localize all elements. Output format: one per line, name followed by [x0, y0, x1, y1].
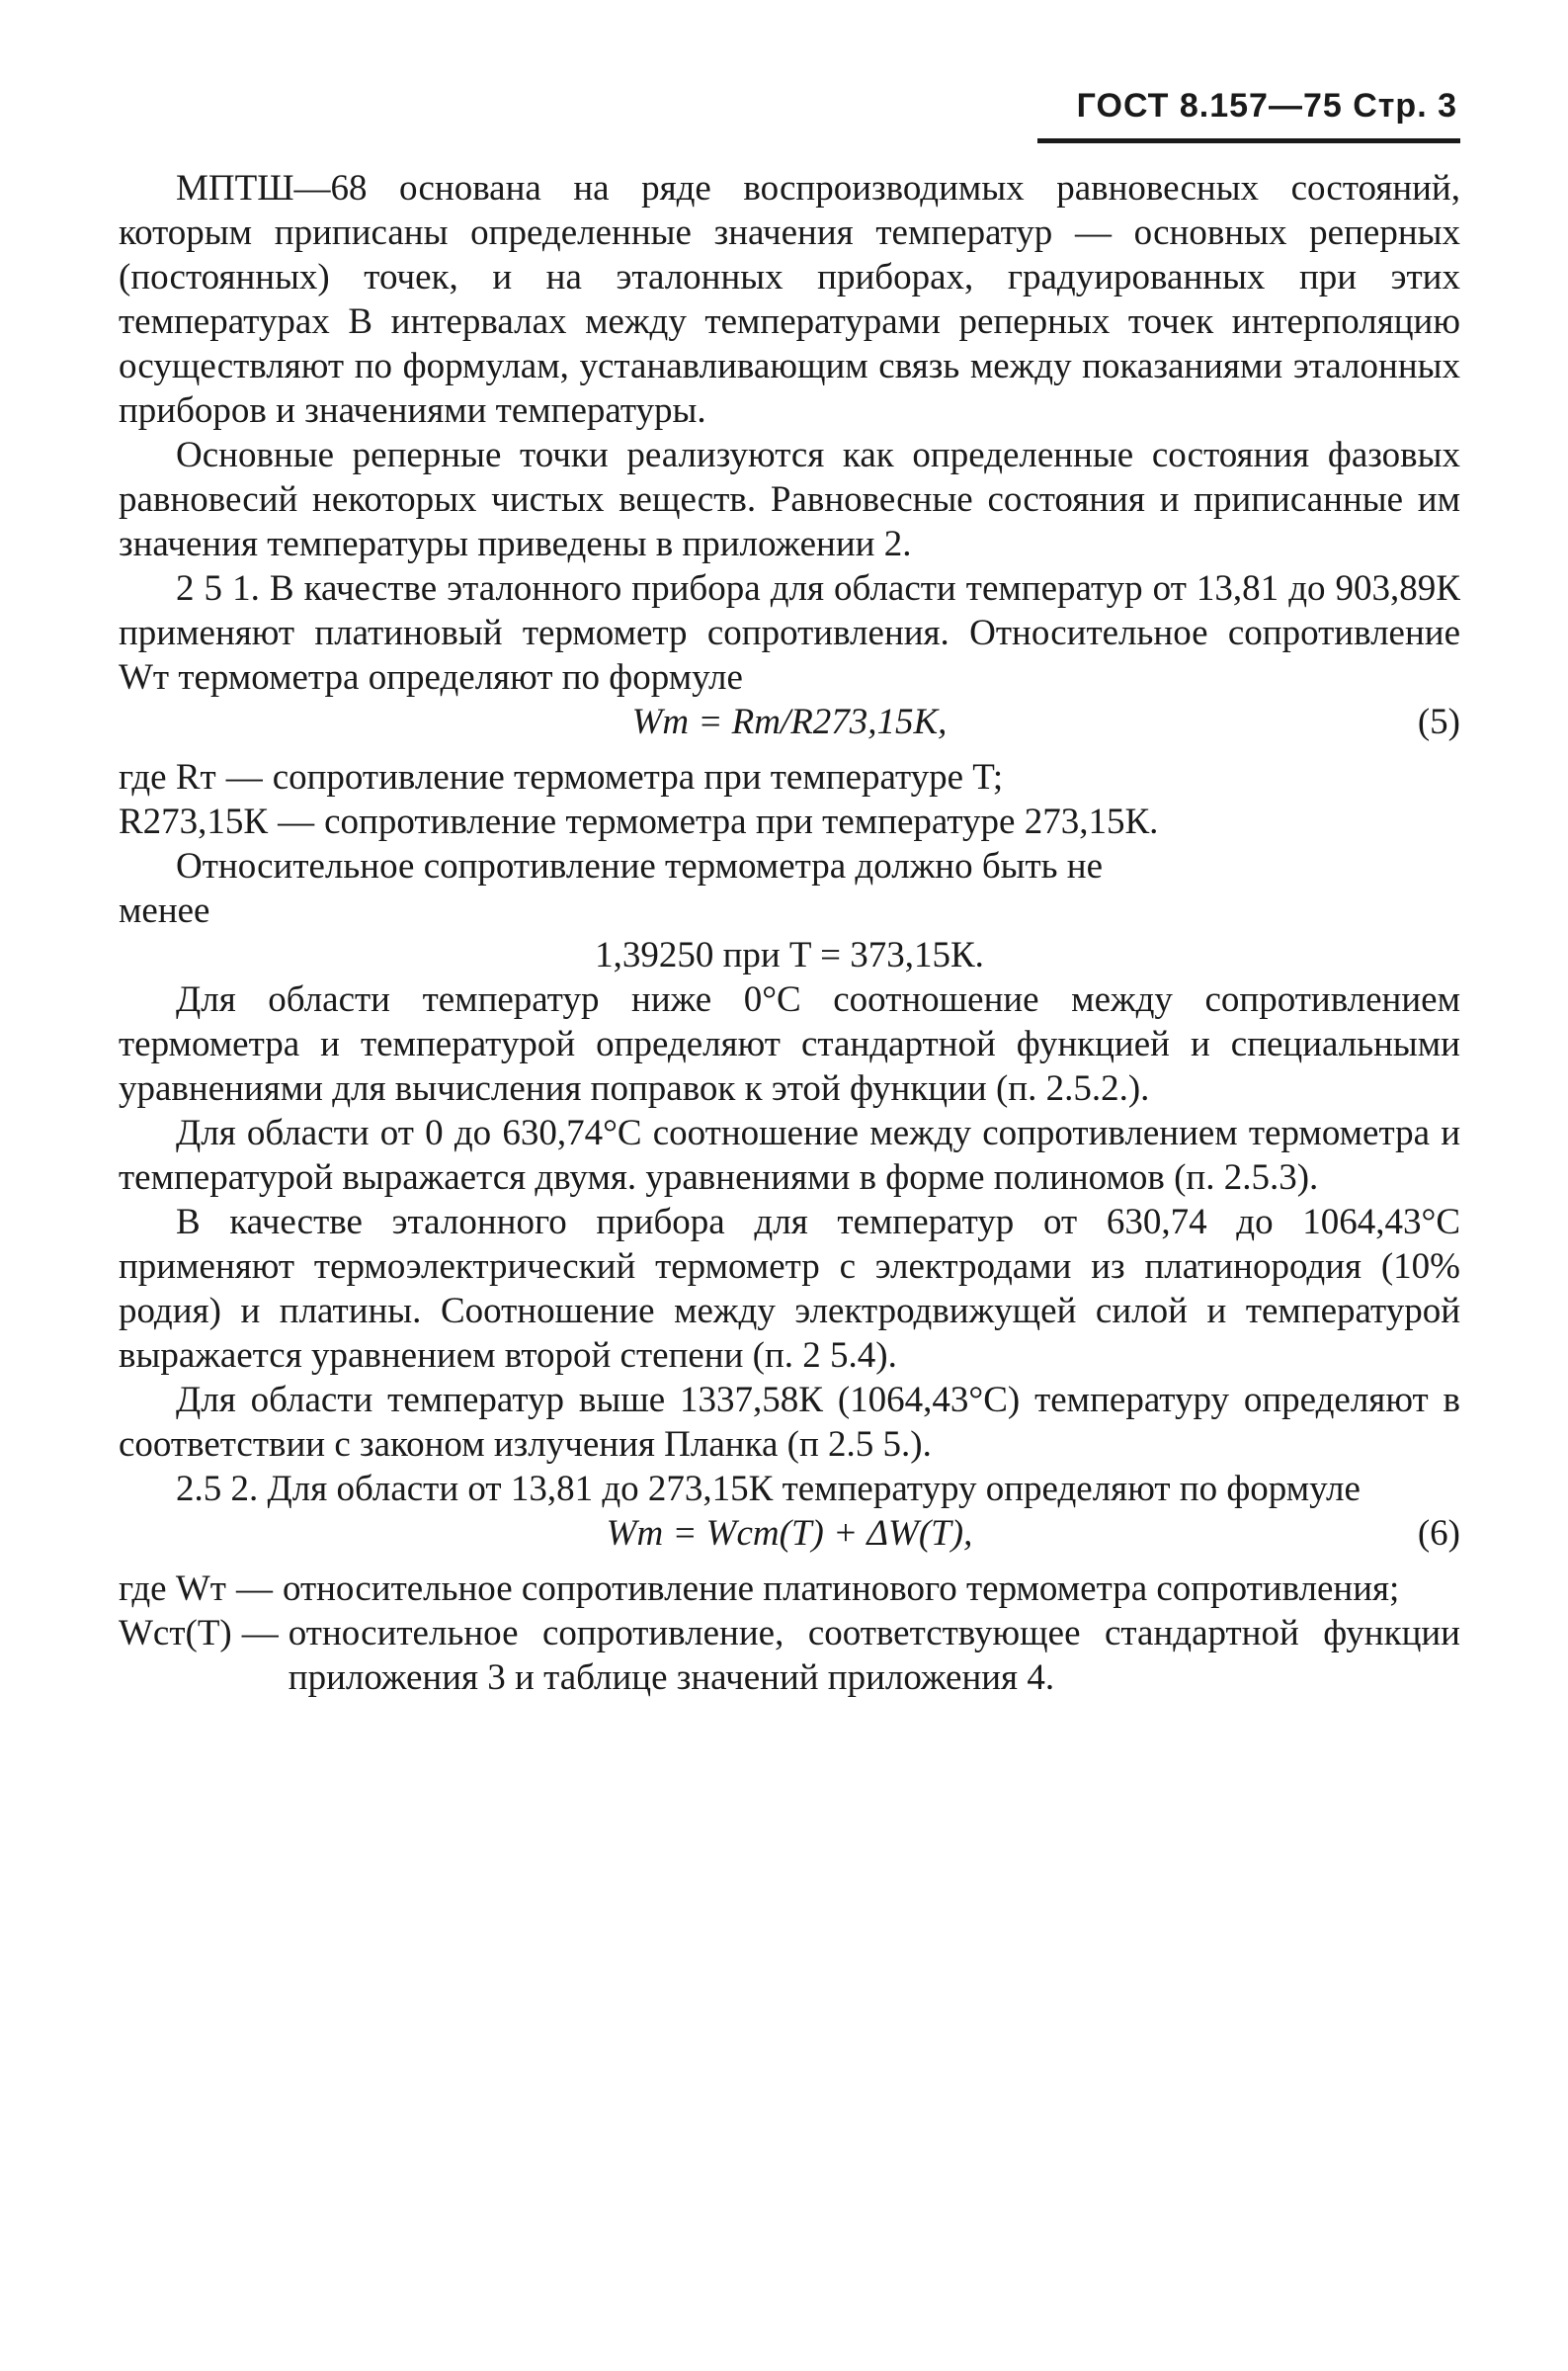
definition-term: где Rт	[119, 757, 216, 798]
formula-5-definitions	[119, 755, 1460, 844]
definition-row	[119, 1567, 1460, 1611]
paragraph-thermocouple: В качестве эталонного прибора для температур от 630,74 до 1064,43°С применяют термоэлектрический термометр с электродами из платинородия (10% родия) и платины. Соотношение между электродвижущей силой и температурой выражается уравнением второй степени (п. 2 5.4).	[119, 1202, 1460, 1376]
paragraph-2-5-2: 2.5 2. Для области от 13,81 до 273,15К температуру определяют по формуле	[176, 1469, 1361, 1509]
header-rule	[1037, 138, 1460, 143]
definition-term: где Wт	[119, 1568, 226, 1609]
formula-6	[119, 1511, 1460, 1567]
paragraph-relative-resistance-cont: менее	[119, 890, 210, 931]
body-text	[119, 166, 1460, 1700]
definition-term: R273,15К	[119, 802, 269, 842]
definition-dash: —	[278, 802, 315, 842]
formula-5-number: (5)	[1417, 702, 1460, 742]
formula-5	[119, 700, 1460, 755]
paragraph-zero-to-630: Для области от 0 до 630,74°С соотношение между сопротивлением термометра и температурой выражается двумя. уравнениями в форме полиномов (п. 2.5.3).	[119, 1113, 1460, 1198]
definition-dash: —	[225, 757, 263, 798]
value-line: 1,39250 при T = 373,15К.	[595, 935, 984, 975]
formula-5-expression: Wт = Rт/R273,15К,	[631, 702, 948, 742]
definition-row	[119, 1611, 1460, 1700]
paragraph-reference-points: Основные реперные точки реализуются как определенные состояния фазовых равновесий некоторых чистых веществ. Равновесные состояния и приписанные им значения температуры приведены в приложении 2.	[119, 435, 1460, 564]
page-header: ГОСТ 8.157—75 Стр. 3	[1076, 87, 1457, 125]
definition-dash: —	[235, 1568, 273, 1609]
definition-row	[119, 800, 1460, 844]
paragraph-planck: Для области температур выше 1337,58К (1064,43°С) температуру определяют в соответствии с законом излучения Планка (п 2.5 5.).	[119, 1380, 1460, 1465]
definition-row	[119, 755, 1460, 800]
definition-text: относительное сопротивление платинового термометра сопротивления;	[282, 1568, 1400, 1609]
definition-text: относительное сопротивление, соответствующее стандартной функции приложения 3 и таблице значений приложения 4.	[288, 1613, 1460, 1698]
definition-term: Wст(T)	[119, 1613, 232, 1653]
definition-text: сопротивление термометра при температуре T;	[272, 757, 1004, 798]
definition-text: сопротивление термометра при температуре 273,15К.	[324, 802, 1159, 842]
formula-6-definitions	[119, 1567, 1460, 1700]
formula-6-expression: Wт = Wст(T) + ΔW(T),	[606, 1513, 973, 1554]
paragraph-mptsh: МПТШ—68 основана на ряде воспроизводимых равновесных состояний, которым приписаны определенные значения температур — основных реперных (постоянных) точек, и на эталонных приборах, градуированных при этих температурах В интервалах между температурами реперных точек интерполяцию осуществляют по формулам, устанавливающим связь между показаниями эталонных приборов и значениями температуры.	[119, 168, 1460, 431]
paragraph-relative-resistance: Относительное сопротивление термометра должно быть не	[176, 846, 1104, 887]
paragraph-2-5-1: 2 5 1. В качестве эталонного прибора для области температур от 13,81 до 903,89К применяют платиновый термометр сопротивления. Относительное сопротивление Wт термометра определяют по формуле	[119, 568, 1460, 698]
paragraph-below-zero: Для области температур ниже 0°С соотношение между сопротивлением термометра и температурой определяют стандартной функцией и специальными уравнениями для вычисления поправок к этой функции (п. 2.5.2.).	[119, 979, 1460, 1109]
definition-dash: —	[241, 1613, 279, 1653]
formula-6-number: (6)	[1417, 1513, 1460, 1554]
